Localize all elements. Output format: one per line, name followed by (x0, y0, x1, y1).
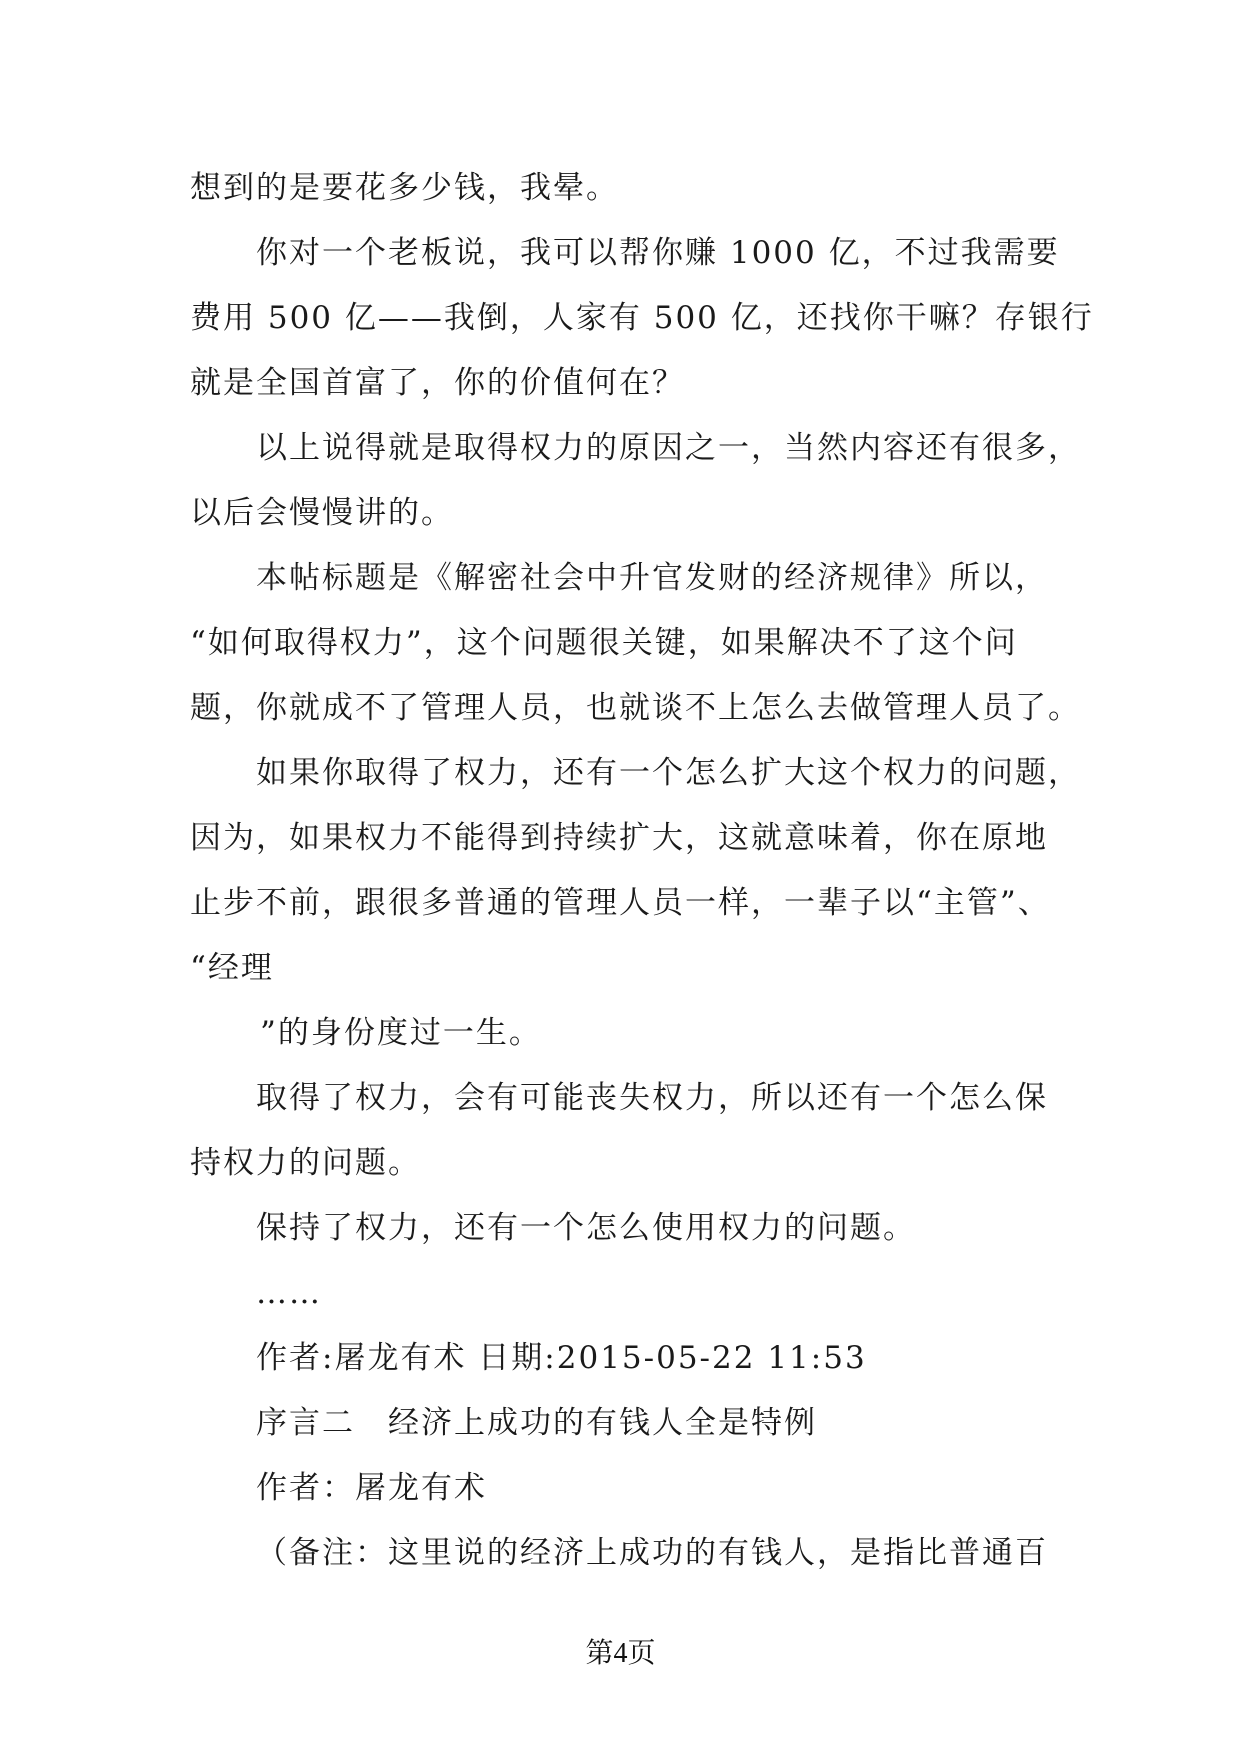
text-line: 如果你取得了权力，还有一个怎么扩大这个权力的问题， (256, 755, 1081, 791)
text-line: 因为，如果权力不能得到持续扩大，这就意味着，你在原地 (190, 820, 1048, 856)
text-line: 以后会慢慢讲的。 (190, 495, 454, 531)
body-text (190, 156, 1094, 1586)
author-line: 作者：屠龙有术 (256, 1470, 487, 1506)
page-number: 第4页 (585, 1638, 656, 1669)
text-line: 费用 500 亿——我倒，人家有 500 亿，还找你干嘛？存银行 (190, 300, 1094, 336)
text-line: 取得了权力，会有可能丧失权力，所以还有一个怎么保 (256, 1080, 1048, 1116)
author-date-line: 作者:屠龙有术 日期:2015-05-22 11:53 (256, 1340, 867, 1376)
text-line: 你对一个老板说，我可以帮你赚 1000 亿，不过我需要 (256, 235, 1060, 271)
text-line: 以上说得就是取得权力的原因之一，当然内容还有很多， (256, 430, 1081, 466)
text-line: 持权力的问题。 (190, 1145, 421, 1181)
text-line: 想到的是要花多少钱，我晕。 (190, 170, 619, 206)
section-heading: 序言二 经济上成功的有钱人全是特例 (256, 1405, 817, 1441)
text-line: （备注：这里说的经济上成功的有钱人，是指比普通百 (256, 1535, 1048, 1571)
text-line: “如何取得权力”，这个问题很关键，如果解决不了这个问 (190, 625, 1018, 661)
text-line: 就是全国首富了，你的价值何在？ (190, 365, 685, 401)
text-line: 题，你就成不了管理人员，也就谈不上怎么去做管理人员了。 (190, 690, 1081, 726)
text-line: “经理 (190, 950, 274, 986)
text-line: ”的身份度过一生。 (260, 1015, 542, 1051)
text-line: 保持了权力，还有一个怎么使用权力的问题。 (256, 1210, 916, 1246)
text-line: …… (256, 1275, 322, 1311)
text-line: 本帖标题是《解密社会中升官发财的经济规律》所以， (256, 560, 1048, 596)
text-line: 止步不前，跟很多普通的管理人员一样，一辈子以“主管”、 (190, 885, 1051, 921)
